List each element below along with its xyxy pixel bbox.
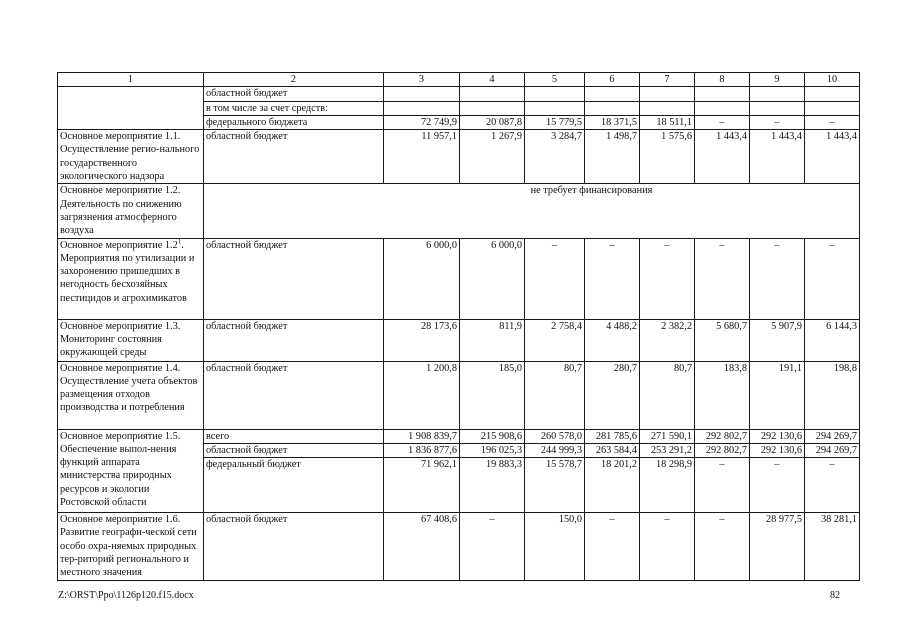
col-header-10: 10 bbox=[805, 73, 860, 87]
value-cell: 150,0 bbox=[525, 513, 585, 581]
value-cell: 19 883,3 bbox=[460, 458, 525, 513]
value-cell: – bbox=[750, 115, 805, 129]
source-cell: областной бюджет bbox=[204, 361, 384, 429]
header-row bbox=[58, 73, 860, 87]
value-cell: 4 488,2 bbox=[585, 319, 640, 361]
col-header-1: 1 bbox=[58, 73, 204, 87]
value-cell: 5 907,9 bbox=[750, 319, 805, 361]
source-cell: федерального бюджета bbox=[204, 115, 384, 129]
value-cell: – bbox=[525, 238, 585, 319]
value-cell: 18 371,5 bbox=[585, 115, 640, 129]
value-cell: – bbox=[460, 513, 525, 581]
value-cell: 2 382,2 bbox=[640, 319, 695, 361]
value-cell: 15 578,7 bbox=[525, 458, 585, 513]
value-cell: 1 498,7 bbox=[585, 130, 640, 184]
value-cell: 11 957,1 bbox=[384, 130, 460, 184]
value-cell: 6 000,0 bbox=[460, 238, 525, 319]
value-cell: 198,8 bbox=[805, 361, 860, 429]
value-cell: 811,9 bbox=[460, 319, 525, 361]
source-cell: областной бюджет bbox=[204, 130, 384, 184]
table-row bbox=[58, 184, 860, 238]
activity-name: Основное мероприятие 1.3. Мониторинг состояния окружающей среды bbox=[58, 319, 204, 361]
value-cell: 263 584,4 bbox=[585, 443, 640, 457]
source-cell: областной бюджет bbox=[204, 87, 384, 101]
col-header-3: 3 bbox=[384, 73, 460, 87]
col-header-2: 2 bbox=[204, 73, 384, 87]
value-cell: 294 269,7 bbox=[805, 443, 860, 457]
value-cell: 292 802,7 bbox=[695, 429, 750, 443]
value-cell: – bbox=[640, 238, 695, 319]
value-cell: – bbox=[695, 115, 750, 129]
value-cell: 1 443,4 bbox=[750, 130, 805, 184]
col-header-8: 8 bbox=[695, 73, 750, 87]
value-cell: – bbox=[805, 238, 860, 319]
table-row bbox=[58, 87, 860, 101]
file-path: Z:\ORST\Ppo\1126p120.f15.docx bbox=[58, 590, 194, 601]
source-cell: областной бюджет bbox=[204, 238, 384, 319]
source-cell: в том числе за счет средств: bbox=[204, 101, 384, 115]
table-row bbox=[58, 130, 860, 184]
value-cell: 2 758,4 bbox=[525, 319, 585, 361]
value-cell: – bbox=[695, 513, 750, 581]
value-cell: – bbox=[805, 458, 860, 513]
value-cell: – bbox=[585, 238, 640, 319]
source-cell: федеральный бюджет bbox=[204, 458, 384, 513]
value-cell: – bbox=[805, 115, 860, 129]
value-cell: 38 281,1 bbox=[805, 513, 860, 581]
value-cell: 18 298,9 bbox=[640, 458, 695, 513]
source-cell: областной бюджет bbox=[204, 443, 384, 457]
value-cell: 292 130,6 bbox=[750, 429, 805, 443]
activity-cell bbox=[58, 87, 204, 130]
value-cell: – bbox=[695, 458, 750, 513]
budget-table bbox=[57, 72, 860, 581]
source-cell: областной бюджет bbox=[204, 319, 384, 361]
value-cell: 260 578,0 bbox=[525, 429, 585, 443]
activity-name: Основное мероприятие 1.4. Осуществление учета объектов размещения отходов производства и потребления bbox=[58, 361, 204, 429]
value-cell: 281 785,6 bbox=[585, 429, 640, 443]
value-cell: – bbox=[640, 513, 695, 581]
value-cell: 185,0 bbox=[460, 361, 525, 429]
table-row bbox=[58, 361, 860, 429]
activity-name: Основное мероприятие $1.2^1$. Мероприятия по утилизации и захоронению пришедших в негодность бесхозяйных пестицидов и агрохимикатов bbox=[58, 238, 204, 319]
value-cell: 5 680,7 bbox=[695, 319, 750, 361]
value-cell: 1 575,6 bbox=[640, 130, 695, 184]
value-cell: 80,7 bbox=[525, 361, 585, 429]
activity-name: Основное мероприятие 1.6. Развитие географи-ческой сети особо охра-няемых природных тер-риторий регионального и местного значения bbox=[58, 513, 204, 581]
value-cell: 18 511,1 bbox=[640, 115, 695, 129]
value-cell: 71 962,1 bbox=[384, 458, 460, 513]
value-cell: 292 802,7 bbox=[695, 443, 750, 457]
value-cell: 28 173,6 bbox=[384, 319, 460, 361]
activity-name: Основное мероприятие 1.1. Осуществление регио-нального государственного экологического надзора bbox=[58, 130, 204, 184]
col-header-5: 5 bbox=[525, 73, 585, 87]
value-cell: 244 999,3 bbox=[525, 443, 585, 457]
value-cell: 215 908,6 bbox=[460, 429, 525, 443]
value-cell: – bbox=[585, 513, 640, 581]
value-cell: – bbox=[750, 238, 805, 319]
value-cell: 1 200,8 bbox=[384, 361, 460, 429]
value-cell: 183,8 bbox=[695, 361, 750, 429]
value-cell: 6 144,3 bbox=[805, 319, 860, 361]
value-cell: 72 749,9 bbox=[384, 115, 460, 129]
value-cell: 67 408,6 bbox=[384, 513, 460, 581]
col-header-6: 6 bbox=[585, 73, 640, 87]
no-funding-text: не требует финансирования bbox=[530, 185, 653, 197]
value-cell: 196 025,3 bbox=[460, 443, 525, 457]
value-cell: 1 443,4 bbox=[695, 130, 750, 184]
value-cell: 3 284,7 bbox=[525, 130, 585, 184]
value-cell: 280,7 bbox=[585, 361, 640, 429]
activity-name: Основное мероприятие 1.5. Обеспечение выпол-нения функций аппарата министерства природных ресурсов и экологии Ростовской области bbox=[58, 429, 204, 513]
value-cell: 28 977,5 bbox=[750, 513, 805, 581]
value-cell: 292 130,6 bbox=[750, 443, 805, 457]
value-cell: 18 201,2 bbox=[585, 458, 640, 513]
table-row bbox=[58, 429, 860, 443]
value-cell: 15 779,5 bbox=[525, 115, 585, 129]
table-row bbox=[58, 319, 860, 361]
value-cell: 191,1 bbox=[750, 361, 805, 429]
value-cell: 271 590,1 bbox=[640, 429, 695, 443]
col-header-4: 4 bbox=[460, 73, 525, 87]
value-cell: 20 087,8 bbox=[460, 115, 525, 129]
value-cell: 294 269,7 bbox=[805, 429, 860, 443]
no-funding-note bbox=[204, 184, 860, 238]
value-cell: – bbox=[695, 238, 750, 319]
value-cell: 1 908 839,7 bbox=[384, 429, 460, 443]
col-header-9: 9 bbox=[750, 73, 805, 87]
value-cell: 80,7 bbox=[640, 361, 695, 429]
value-cell: 1 443,4 bbox=[805, 130, 860, 184]
source-cell: всего bbox=[204, 429, 384, 443]
col-header-7: 7 bbox=[640, 73, 695, 87]
table-row bbox=[58, 238, 860, 319]
source-cell: областной бюджет bbox=[204, 513, 384, 581]
value-cell: 253 291,2 bbox=[640, 443, 695, 457]
value-cell: 1 836 877,6 bbox=[384, 443, 460, 457]
value-cell: – bbox=[750, 458, 805, 513]
value-cell: 6 000,0 bbox=[384, 238, 460, 319]
table-row bbox=[58, 513, 860, 581]
value-cell: 1 267,9 bbox=[460, 130, 525, 184]
activity-name: Основное мероприятие 1.2. Деятельность по снижению загрязнения атмосферного воздуха bbox=[58, 184, 204, 238]
page-number: 82 bbox=[830, 590, 840, 601]
